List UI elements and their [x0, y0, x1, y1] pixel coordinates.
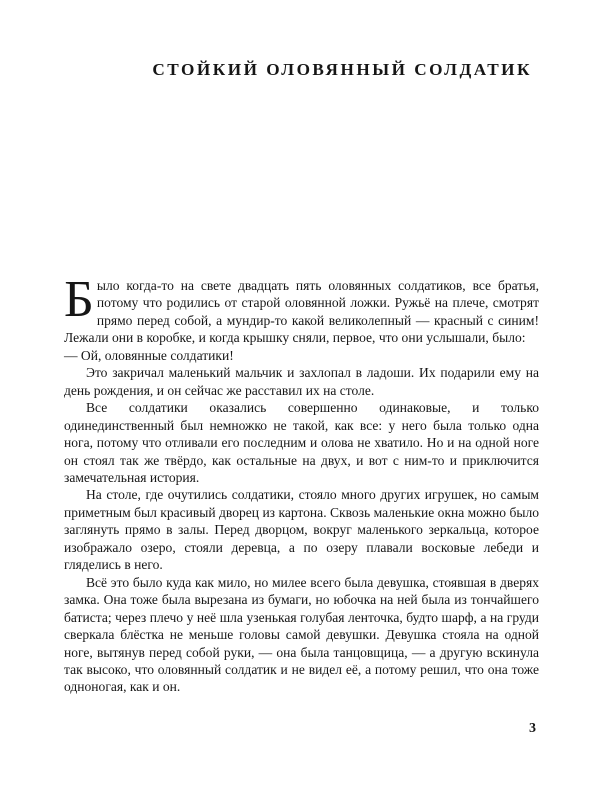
- paragraph-6: Всё это было куда как мило, но милее всего была девушка, стоявшая в дверях замка. Она тоже была вырезана из бумаги, но юбочка на ней была из тончайшего батиста; через плечо у неё шла узенькая голубая ленточка, будто шарф, а на груди сверкала блёстка не меньше головы самой девушки. Девушка стояла на одной ноге, вытянув перед собой руки, — она была танцовщица, — а другую вскинула так высоко, что оловянный солдатик и не видел её, а потому решил, что она тоже одноногая, как и он.: [64, 574, 539, 695]
- drop-cap: Б: [64, 271, 94, 328]
- paragraph-1-text: ыло когда-то на свете двадцать пять оловянных солдатиков, все братья, потому что родились от старой оловянной ложки. Ружьё на плече, смотрят прямо перед собой, а мундир-то какой великолепный — красный с синим! Лежали они в коробке, и когда крышку сняли, первое, что они услышали, было:: [64, 278, 539, 346]
- paragraph-2: — Ой, оловянные солдатики!: [64, 347, 234, 363]
- story-title: СТОЙКИЙ ОЛОВЯННЫЙ СОЛДАТИК: [152, 60, 532, 79]
- paragraph-4: Все солдатики оказались совершенно одинаковые, и только одинединственный был немножко не такой, как все: у него была только одна нога, потому что отливали его последним и олова не хватило. Но и на одной ноге он стоял так же твёрдо, как остальные на двух, и вот с ним-то и приключится замечательная история.: [64, 400, 539, 485]
- story-text: [64, 271, 539, 696]
- page-number: 3: [529, 721, 536, 736]
- paragraph-1: [64, 271, 539, 347]
- paragraph-3: Это закричал маленький мальчик и захлопал в ладоши. Их подарили ему на день рождения, и он сейчас же расставил их на столе.: [64, 365, 539, 398]
- paragraph-5: На столе, где очутились солдатики, стояло много других игрушек, но самым приметным был красивый дворец из картона. Сквозь маленькие окна можно было заглянуть прямо в залы. Перед дворцом, вокруг маленького зеркальца, которое изображало озеро, стояли деревца, а по озеру плавали восковые лебеди и гляделись в него.: [64, 487, 539, 573]
